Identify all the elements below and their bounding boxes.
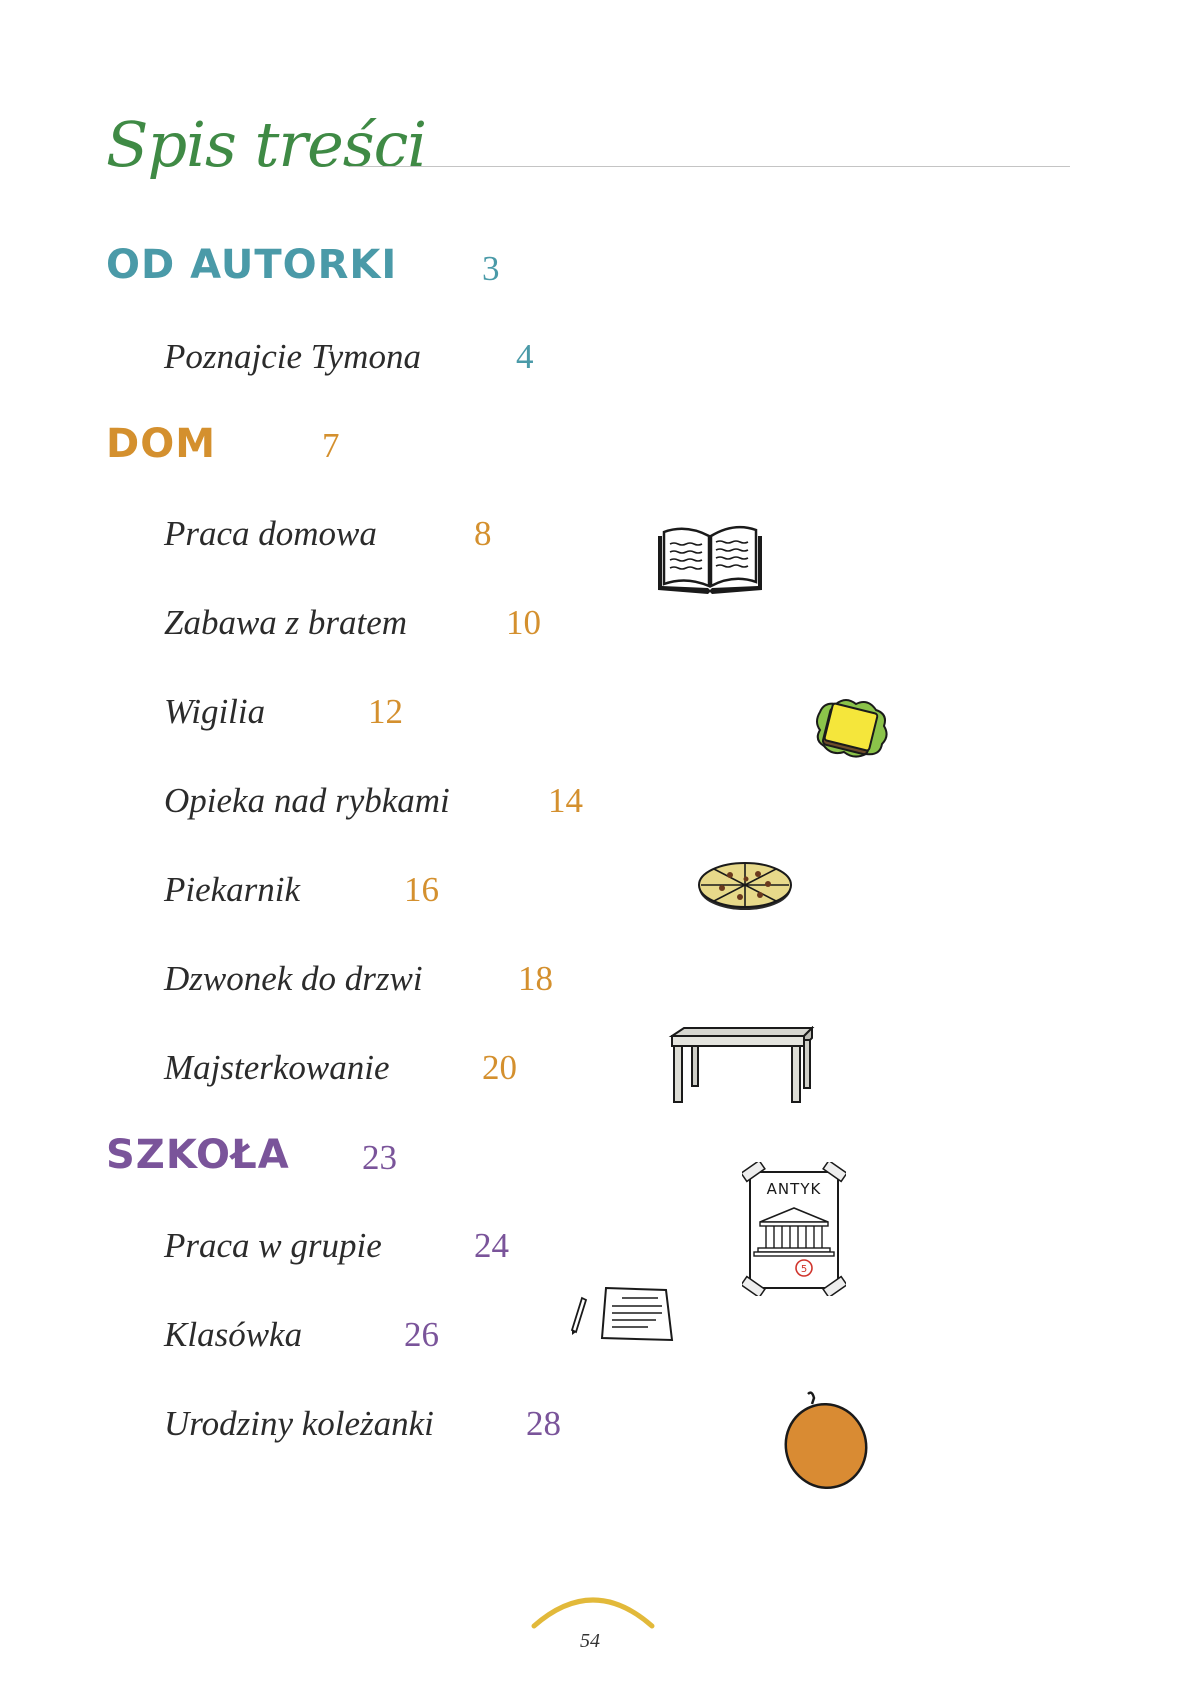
pizza-icon [696, 860, 794, 912]
item-praca-domowa: Praca domowa [164, 514, 377, 553]
item-wigilia-page: 12 [368, 692, 403, 731]
item-piekarnik-page: 16 [404, 870, 439, 909]
item-poznajcie-tymona-page: 4 [516, 337, 534, 376]
test-paper-icon [600, 1286, 674, 1342]
table-icon [666, 1026, 818, 1106]
antyk-poster-icon [742, 1162, 846, 1296]
sandwich-icon [810, 692, 892, 762]
item-urodziny-kolezanki: Urodziny koleżanki [164, 1404, 434, 1443]
item-majsterkowanie-page: 20 [482, 1048, 517, 1087]
item-klasowka: Klasówka [164, 1315, 303, 1354]
item-zabawa-z-bratem-page: 10 [506, 603, 541, 642]
section-od-autorki-page: 3 [482, 249, 500, 288]
open-book-icon [654, 522, 766, 598]
section-od-autorki: OD AUTORKI [106, 242, 398, 288]
item-majsterkowanie: Majsterkowanie [164, 1048, 390, 1087]
page-arc-decoration [530, 1594, 656, 1630]
page-number: 54 [580, 1630, 600, 1652]
item-poznajcie-tymona: Poznajcie Tymona [164, 337, 421, 376]
orange-fruit-icon [782, 1390, 870, 1490]
item-wigilia: Wigilia [164, 692, 266, 731]
item-dzwonek-do-drzwi: Dzwonek do drzwi [164, 959, 423, 998]
antyk-poster-label: ANTYK [766, 1180, 822, 1198]
title-rule [350, 166, 1070, 167]
item-zabawa-z-bratem: Zabawa z bratem [164, 603, 408, 642]
item-praca-domowa-page: 8 [474, 514, 492, 553]
item-praca-w-grupie: Praca w grupie [164, 1226, 382, 1265]
section-szkola-page: 23 [362, 1138, 397, 1177]
item-dzwonek-do-drzwi-page: 18 [518, 959, 553, 998]
item-piekarnik: Piekarnik [164, 870, 301, 909]
svg-text:5: 5 [800, 1264, 808, 1275]
item-opieka-nad-rybkami: Opieka nad rybkami [164, 781, 450, 820]
pencil-icon [570, 1296, 588, 1336]
item-praca-w-grupie-page: 24 [474, 1226, 509, 1265]
section-szkola: SZKOŁA [106, 1132, 290, 1178]
section-dom-page: 7 [322, 426, 340, 465]
section-dom: DOM [106, 421, 217, 467]
item-klasowka-page: 26 [404, 1315, 439, 1354]
page-title: Spis treści [106, 108, 427, 181]
item-urodziny-kolezanki-page: 28 [526, 1404, 561, 1443]
item-opieka-nad-rybkami-page: 14 [548, 781, 583, 820]
